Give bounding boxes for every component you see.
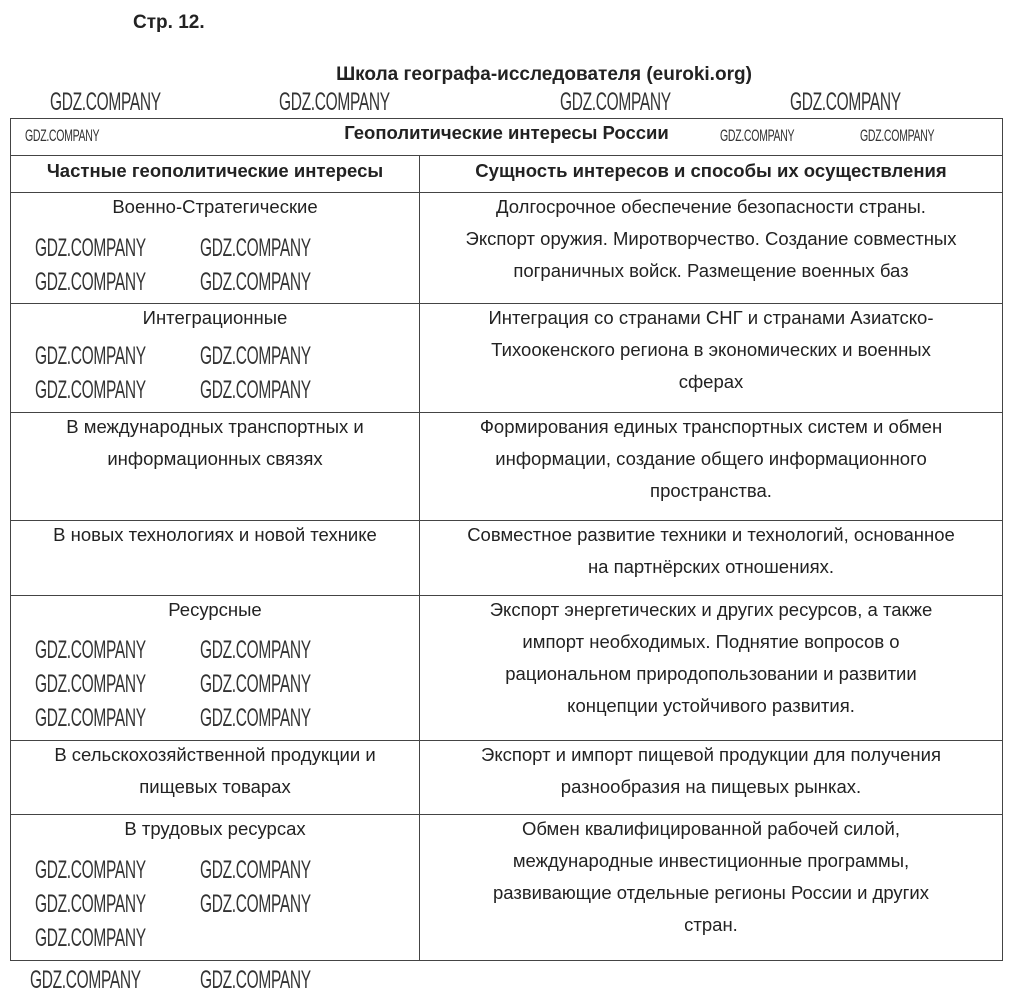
watermark: GDZ.COMPANY bbox=[200, 636, 311, 664]
interest-cell bbox=[11, 413, 420, 521]
page-label: Стр. 12. bbox=[133, 12, 205, 33]
watermark: GDZ.COMPANY bbox=[200, 670, 311, 698]
watermark: GDZ.COMPANY bbox=[200, 376, 311, 404]
essence-cell bbox=[420, 521, 1003, 596]
watermark: GDZ.COMPANY bbox=[200, 342, 311, 370]
watermark: GDZ.COMPANY bbox=[200, 234, 311, 262]
watermark: GDZ.COMPANY bbox=[560, 88, 671, 116]
interest-line: пищевых товарах bbox=[139, 776, 291, 797]
essence-cell bbox=[420, 596, 1003, 741]
interest-line: Ресурсные bbox=[168, 599, 262, 620]
watermark: GDZ.COMPANY bbox=[35, 636, 146, 664]
watermark: GDZ.COMPANY bbox=[30, 966, 141, 994]
essence-line: Экспорт оружия. Миротворчество. Создание совместных bbox=[465, 228, 957, 249]
watermark: GDZ.COMPANY bbox=[35, 856, 146, 884]
essence-line: концепции устойчивого развития. bbox=[567, 695, 855, 716]
table-title-row bbox=[11, 119, 1003, 156]
essence-cell bbox=[420, 304, 1003, 413]
watermark: GDZ.COMPANY bbox=[720, 126, 795, 145]
watermark: GDZ.COMPANY bbox=[200, 856, 311, 884]
essence-line: пространства. bbox=[650, 480, 772, 501]
watermark: GDZ.COMPANY bbox=[200, 268, 311, 296]
header-essence: Сущность интересов и способы их осуществления bbox=[420, 156, 1003, 193]
interest-line: В трудовых ресурсах bbox=[124, 818, 306, 839]
essence-line: Совместное развитие техники и технологий, основанное bbox=[467, 524, 955, 545]
essence-line: Тихоокенского региона в экономических и военных bbox=[491, 339, 931, 360]
header-interests: Частные геополитические интересы bbox=[11, 156, 420, 193]
interest-line: Военно-Стратегические bbox=[112, 196, 318, 217]
table-row bbox=[11, 741, 1003, 815]
table-row bbox=[11, 596, 1003, 741]
watermark: GDZ.COMPANY bbox=[35, 268, 146, 296]
watermark: GDZ.COMPANY bbox=[35, 376, 146, 404]
essence-line: Экспорт энергетических и других ресурсов, а также bbox=[489, 599, 933, 620]
table-row bbox=[11, 193, 1003, 304]
essence-line: информации, создание общего информационного bbox=[495, 448, 927, 469]
interest-line: В международных транспортных и bbox=[66, 416, 364, 437]
table-row bbox=[11, 815, 1003, 961]
essence-line: Интеграция со странами СНГ и странами Азиатско- bbox=[488, 307, 934, 328]
essence-line: Долгосрочное обеспечение безопасности страны. bbox=[496, 196, 926, 217]
interest-line: В новых технологиях и новой технике bbox=[53, 524, 377, 545]
watermark: GDZ.COMPANY bbox=[860, 126, 935, 145]
table-row bbox=[11, 521, 1003, 596]
essence-line: международные инвестиционные программы, bbox=[512, 850, 910, 871]
watermark: GDZ.COMPANY bbox=[25, 126, 100, 145]
interest-cell bbox=[11, 521, 420, 596]
essence-line: рациональном природопользовании и развитии bbox=[505, 663, 917, 684]
interest-line: информационных связях bbox=[107, 448, 323, 469]
essence-line: Экспорт и импорт пищевой продукции для получения bbox=[481, 744, 941, 765]
watermark: GDZ.COMPANY bbox=[200, 966, 311, 994]
essence-line: Обмен квалифицированной рабочей силой, bbox=[521, 818, 901, 839]
watermark: GDZ.COMPANY bbox=[50, 88, 161, 116]
watermark: GDZ.COMPANY bbox=[200, 704, 311, 732]
essence-line: разнообразия на пищевых рынках. bbox=[560, 776, 862, 797]
essence-cell bbox=[420, 413, 1003, 521]
table-row bbox=[11, 304, 1003, 413]
table-title: Геополитические интересы России bbox=[11, 119, 1003, 156]
essence-line: Формирования единых транспортных систем и обмен bbox=[479, 416, 943, 437]
essence-cell bbox=[420, 815, 1003, 961]
essence-line: на партнёрских отношениях. bbox=[587, 556, 835, 577]
essence-line: импорт необходимых. Поднятие вопросов о bbox=[522, 631, 900, 652]
essence-line: пограничных войск. Размещение военных баз bbox=[513, 260, 909, 281]
interest-line: В сельскохозяйственной продукции и bbox=[54, 744, 376, 765]
essence-cell bbox=[420, 193, 1003, 304]
essence-line: стран. bbox=[684, 914, 738, 935]
watermark: GDZ.COMPANY bbox=[35, 924, 146, 952]
watermark: GDZ.COMPANY bbox=[35, 670, 146, 698]
watermark: GDZ.COMPANY bbox=[35, 234, 146, 262]
interest-cell bbox=[11, 741, 420, 815]
table-row bbox=[11, 413, 1003, 521]
interest-line: Интеграционные bbox=[142, 307, 288, 328]
essence-cell bbox=[420, 741, 1003, 815]
source-title: Школа географа-исследователя (euroki.org) bbox=[336, 64, 752, 85]
watermark: GDZ.COMPANY bbox=[279, 88, 390, 116]
watermark: GDZ.COMPANY bbox=[35, 342, 146, 370]
essence-line: развивающие отдельные регионы России и других bbox=[492, 882, 930, 903]
watermark: GDZ.COMPANY bbox=[200, 890, 311, 918]
essence-line: сферах bbox=[678, 371, 744, 392]
watermark: GDZ.COMPANY bbox=[35, 890, 146, 918]
watermark: GDZ.COMPANY bbox=[790, 88, 901, 116]
geopolitical-interests-table bbox=[10, 118, 1003, 961]
watermark: GDZ.COMPANY bbox=[35, 704, 146, 732]
table-header-row bbox=[11, 156, 1003, 193]
